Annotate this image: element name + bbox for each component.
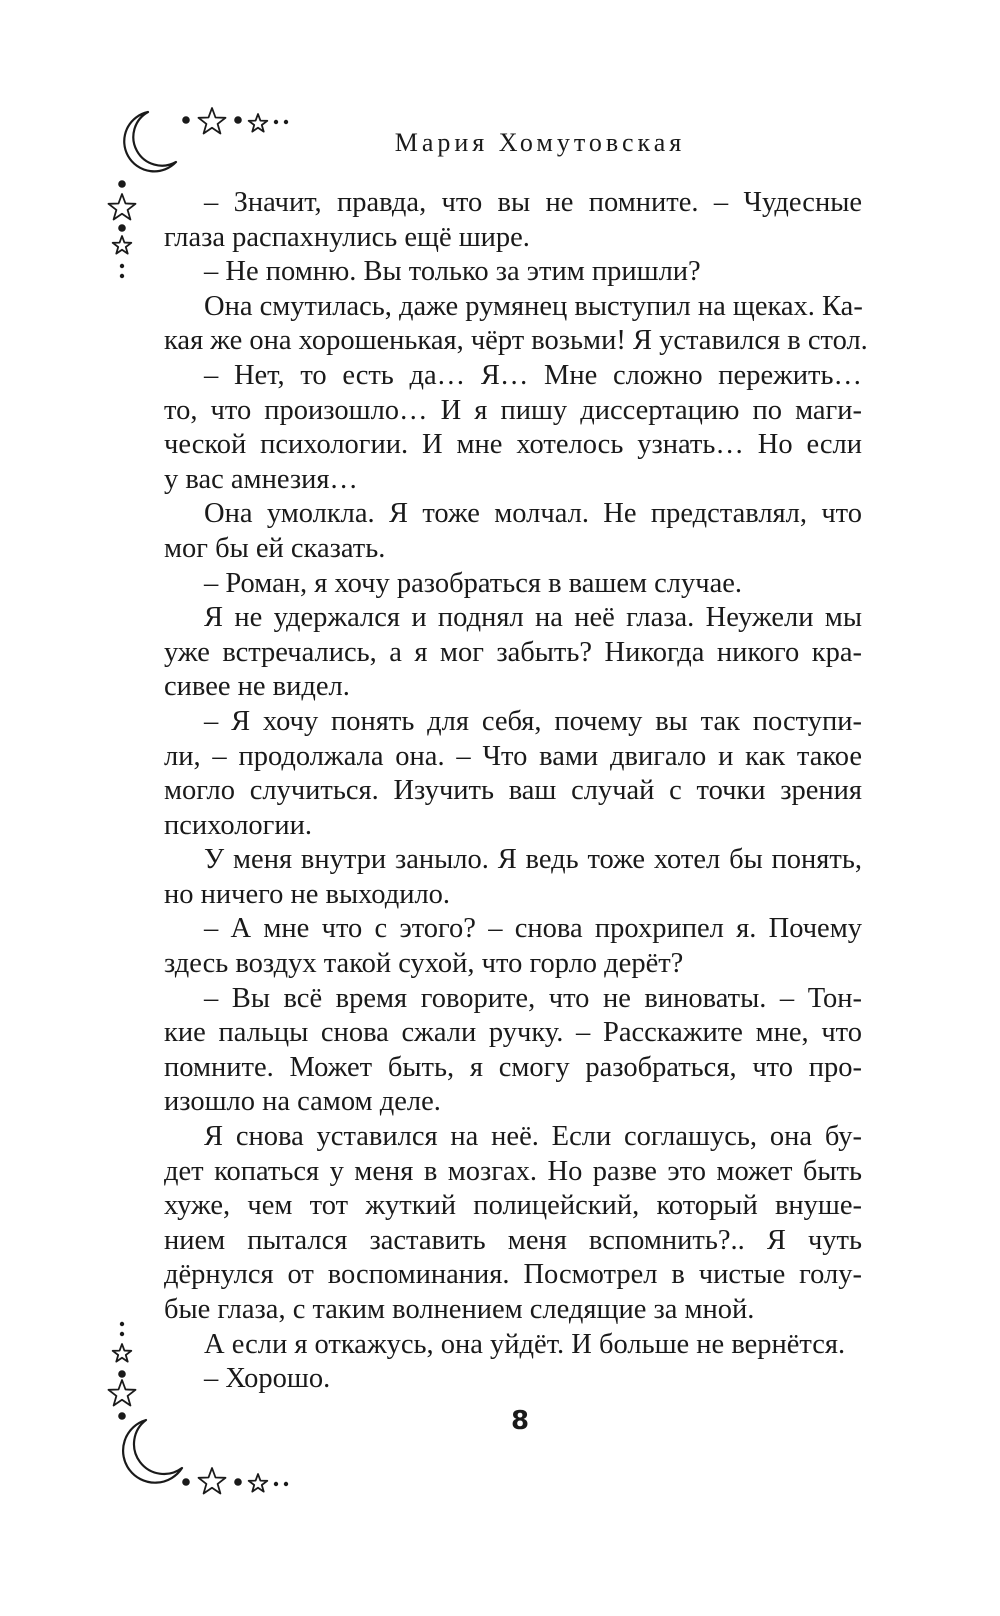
text-line: – Хорошо. — [204, 1363, 331, 1395]
text-line: – Роман, я хочу разобраться в вашем случае. — [204, 567, 743, 599]
dot-icon — [182, 1478, 190, 1486]
dot-icon — [274, 1482, 278, 1486]
text-line: могло случиться. Изучить ваш случай с точки зрения — [164, 775, 862, 807]
dot-icon — [182, 116, 190, 124]
crescent-moon-icon — [123, 1420, 182, 1483]
dot-icon — [120, 264, 124, 268]
text-line: сивее не видел. — [164, 671, 350, 703]
text-line: Она умолкла. Я тоже молчал. Не представлял, что — [204, 498, 862, 530]
star-icon — [113, 1344, 132, 1362]
text-line: – А мне что с этого? – снова прохрипел я. Почему — [204, 913, 862, 945]
star-icon — [249, 1474, 268, 1492]
text-line: помните. Может быть, я смогу разобраться, что про- — [164, 1051, 862, 1083]
text-line: мог бы ей сказать. — [164, 532, 386, 564]
text-line: глаза распахнулись ещё шире. — [164, 221, 530, 253]
star-icon — [109, 1380, 136, 1406]
dot-icon — [118, 1412, 126, 1420]
text-line: Я не удержался и поднял на неё глаза. Неужели мы — [204, 602, 862, 634]
text-line: здесь воздух такой сухой, что горло дерёт? — [164, 948, 684, 980]
text-line: ли, – продолжала она. – Что вами двигало и как такое — [164, 740, 862, 772]
text-line: бые глаза, с таким волнением следящие за мной. — [164, 1294, 755, 1325]
text-line: – Нет, то есть да… Я… Мне сложно пережить… — [204, 359, 862, 391]
dot-icon — [120, 1322, 124, 1326]
text-line: Я снова уставился на неё. Если соглашусь, она бу- — [204, 1121, 862, 1153]
text-line: Она смутилась, даже румянец выступил на щеках. Ка- — [204, 290, 863, 322]
text-line: – Я хочу понять для себя, почему вы так поступи- — [204, 705, 862, 737]
running-header-author: Мария Хомутовская — [394, 128, 686, 157]
text-line: – Вы всё время говорите, что не виноваты. – Тон- — [204, 982, 862, 1014]
crescent-moon-icon — [124, 112, 176, 171]
text-line: дёрнулся от воспоминания. Посмотрел в чистые голу- — [164, 1259, 862, 1291]
star-icon — [199, 1468, 226, 1494]
text-line: дет копаться у меня в мозгах. Но разве это может быть — [164, 1155, 862, 1187]
text-line: А если я откажусь, она уйдёт. И больше не вернётся. — [204, 1328, 846, 1360]
text-line: – Значит, правда, что вы не помните. – Чудесные — [204, 187, 862, 218]
dot-icon — [118, 180, 126, 188]
page-number: 8 — [510, 1406, 530, 1436]
text-line: у вас амнезия… — [164, 463, 358, 495]
dot-icon — [118, 1370, 126, 1378]
star-icon — [249, 114, 268, 132]
dot-icon — [234, 116, 242, 124]
text-line: – Не помню. Вы только за этим пришли? — [204, 256, 701, 288]
text-line: то, что произошло… И я пишу диссертацию по маги- — [164, 394, 862, 426]
dot-icon — [284, 1482, 288, 1486]
dot-icon — [118, 224, 126, 232]
star-icon — [113, 236, 132, 254]
text-line: хуже, чем тот жуткий полицейский, который внуше- — [164, 1190, 862, 1222]
text-line: изошло на самом деле. — [164, 1086, 441, 1118]
text-line: нием пытался заставить меня вспомнить?.. Я чуть — [164, 1224, 862, 1256]
dot-icon — [274, 120, 278, 124]
dot-icon — [120, 274, 124, 278]
star-icon — [199, 108, 226, 134]
text-line: У меня внутри заныло. Я ведь тоже хотел бы понять, — [204, 844, 862, 876]
text-line: уже встречались, а я мог забыть? Никогда никого кра- — [164, 636, 862, 668]
dot-icon — [234, 1478, 242, 1486]
text-line: психологии. — [164, 809, 312, 841]
dot-icon — [284, 120, 288, 124]
text-line: кие пальцы снова сжали ручку. – Расскажите мне, что — [164, 1017, 862, 1049]
text-line: но ничего не выходило. — [164, 878, 451, 910]
text-line: кая же она хорошенькая, чёрт возьми! Я уставился в стол. — [164, 325, 868, 357]
star-icon — [109, 194, 136, 220]
body-text — [164, 186, 868, 1397]
dot-icon — [120, 1332, 124, 1336]
text-line: ческой психологии. И мне хотелось узнать… Но если — [164, 429, 862, 461]
